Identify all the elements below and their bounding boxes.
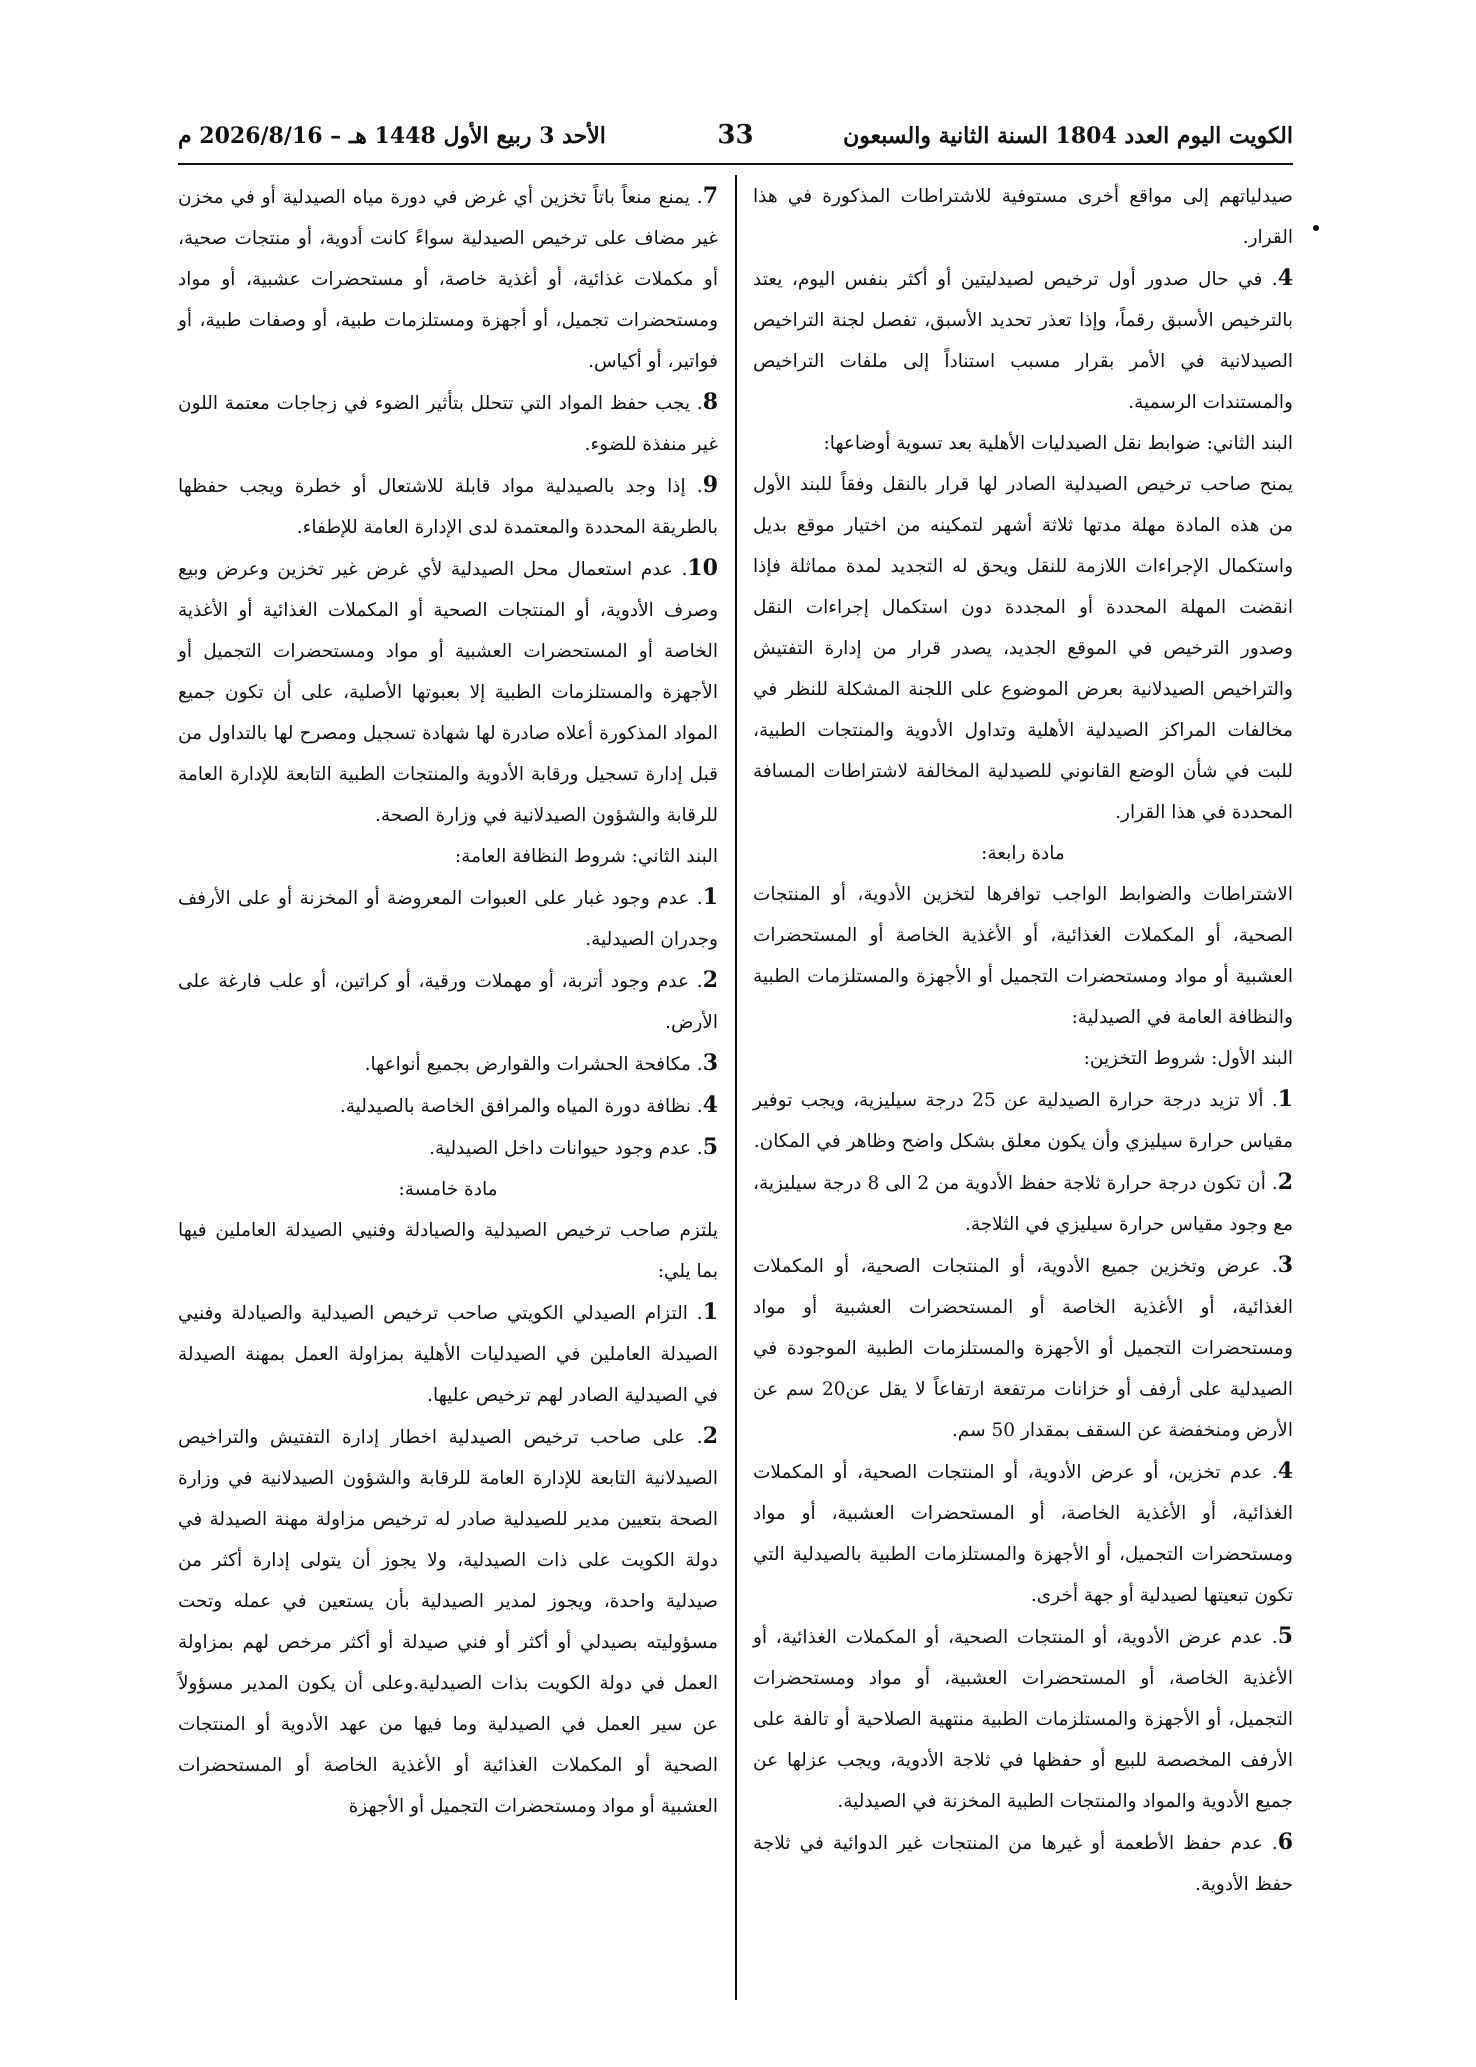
header-issue: الكويت اليوم العدد 1804 السنة الثانية والسبعون xyxy=(843,123,1293,149)
clause-text: . يمنع منعاً باتاً تخزين أي غرض في دورة مياه الصيدلية أو في مخزن غير مضاف على ترخيص الصيدلية سواءً كانت أدوية، أو منتجات صحية، أو مكملات غذائية، أو أغذية خاصة، أو مستحضرات عشبية، أو مواد ومستحضرات تجميل، أو أجهزة ومستلزمات طبية، أو وصفات طبية، أو فواتير، أو أكياس. xyxy=(178,187,718,372)
clause-number: 3 xyxy=(702,1050,718,1076)
clause-text: يمنح صاحب ترخيص الصيدلية الصادر لها قرار بالنقل وفقاً للبند الأول من هذه المادة مهلة مدتها ثلاثة أشهر لتمكينه من اختيار موقع بديل واستكمال الإجراءات اللازمة للنقل ويحق له التجديد لمدة مماثلة فإذا انقضت المهلة المحددة أو المجددة دون استكمال إجراءات النقل وصدور الترخيص في الموقع الجديد، يصدر قرار من إدارة التفتيش والتراخيص الصيدلانية بعرض الموضوع على اللجنة المشكلة للنظر في مخالفات المراكز الصيدلية الأهلية وتداول الأدوية والمنتجات الطبية، للبت في شأن الوضع القانوني للصيدلية المخالفة لاشتراطات المسافة المحددة في هذا القرار. xyxy=(753,474,1293,823)
article-heading xyxy=(753,833,1293,874)
clause-text: . عدم عرض الأدوية، أو المنتجات الصحية، أو المكملات الغذائية، أو الأغذية الخاصة، أو المستحضرات العشبية، أو مواد ومستحضرات التجميل، أو الأجهزة والمستلزمات الطبية منتهية الصلاحية أو تالفة على الأرفف المخصصة للبيع أو حفظها في ثلاجة الأدوية، ويجب عزلها عن جميع الأدوية والمواد والمنتجات الطبية المخزنة في الصيدلية. xyxy=(753,1627,1293,1812)
numbered-clause xyxy=(753,1245,1293,1451)
paragraph xyxy=(178,1210,718,1292)
numbered-clause xyxy=(178,465,718,548)
numbered-clause xyxy=(753,258,1293,423)
numbered-clause xyxy=(178,960,718,1043)
left-column xyxy=(178,176,718,1827)
numbered-clause xyxy=(178,176,718,382)
clause-number: 2 xyxy=(1277,1169,1293,1195)
clause-text: . إذا وجد بالصيدلية مواد قابلة للاشتعال أو خطرة ويجب حفظها بالطريقة المحددة والمعتمدة لدى الإدارة العامة للإطفاء. xyxy=(178,476,718,538)
clause-number: 3 xyxy=(1277,1252,1293,1278)
clause-text: . عرض وتخزين جميع الأدوية، أو المنتجات الصحية، أو المكملات الغذائية، أو الأغذية الخاصة أو المستحضرات العشبية أو مواد ومستحضرات التجميل أو الأجهزة والمستلزمات الطبية الموجودة في الصيدلية على أرفف أو خزانات مرتفعة ارتفاعاً لا يقل عن20 سم عن الأرض ومنخفضة عن السقف بمقدار 50 سم. xyxy=(753,1256,1293,1441)
clause-text: . عدم وجود غبار على العبوات المعروضة أو المخزنة أو على الأرفف وجدران الصيدلية. xyxy=(178,888,718,950)
clause-number: 9 xyxy=(702,472,718,498)
paragraph xyxy=(753,874,1293,1038)
clause-text: . يجب حفظ المواد التي تتحلل بتأثير الضوء في زجاجات معتمة اللون غير منفذة للضوء. xyxy=(178,393,718,455)
numbered-clause xyxy=(178,1292,718,1416)
numbered-clause xyxy=(178,1127,718,1169)
clause-text: مادة رابعة: xyxy=(981,843,1065,864)
clause-text: . على صاحب ترخيص الصيدلية اخطار إدارة التفتيش والتراخيص الصيدلانية التابعة للإدارة العامة للرقابة والشؤون الصيدلانية في وزارة الصحة بتعيين مدير للصيدلية صادر له ترخيص مزاولة مهنة الصيدلة في دولة الكويت على ذات الصيدلية، ولا يجوز أن يتولى إدارة أكثر من صيدلية واحدة، ويجوز لمدير الصيدلية بأن يستعين في عمله وتحت مسؤوليته بصيدلي أو أكثر أو فني صيدلة أو أكثر مرخص لهم بمزاولة العمل في دولة الكويت بذات الصيدلية.وعلى أن يكون المدير مسؤولاً عن سير العمل في الصيدلية وما فيها من عهد الأدوية أو المنتجات الصحية أو المكملات الغذائية أو الأغذية الخاصة أو المستحضرات العشبية أو مواد ومستحضرات التجميل أو الأجهزة xyxy=(178,1427,718,1817)
numbered-clause xyxy=(178,1416,718,1827)
numbered-clause xyxy=(753,1616,1293,1822)
clause-text: . مكافحة الحشرات والقوارض بجميع أنواعها. xyxy=(364,1054,703,1075)
paragraph xyxy=(753,1038,1293,1079)
article-heading xyxy=(178,1169,718,1210)
clause-text: . في حال صدور أول ترخيص لصيدليتين أو أكثر بنفس اليوم، يعتد بالترخيص الأسبق رقماً، وإذا تعذر تحديد الأسبق، تفصل لجنة التراخيص الصيدلانية في الأمر بقرار مسبب استناداً إلى ملفات التراخيص والمستندات الرسمية. xyxy=(753,269,1293,413)
clause-text: صيدلياتهم إلى مواقع أخرى مستوفية للاشتراطات المذكورة في هذا القرار. xyxy=(753,186,1293,248)
header-divider xyxy=(178,163,1293,165)
clause-number: 2 xyxy=(702,967,718,993)
numbered-clause xyxy=(753,1451,1293,1616)
clause-text: الاشتراطات والضوابط الواجب توافرها لتخزين الأدوية، أو المنتجات الصحية، أو المكملات الغذائية، أو الأغذية الخاصة أو المستحضرات العشبية أو مواد ومستحضرات التجميل أو الأجهزة والمستلزمات الطبية والنظافة العامة في الصيدلية: xyxy=(753,884,1293,1028)
clause-number: 4 xyxy=(1277,265,1293,291)
clause-number: 2 xyxy=(702,1423,718,1449)
paragraph xyxy=(753,464,1293,833)
clause-number: 1 xyxy=(702,1299,718,1325)
numbered-clause xyxy=(178,548,718,836)
clause-text: . عدم تخزين، أو عرض الأدوية، أو المنتجات الصحية، أو المكملات الغذائية، أو الأغذية الخاصة، أو المستحضرات العشبية، أو مواد ومستحضرات التجميل، أو الأجهزة والمستلزمات الطبية بالصيدلية التي تكون تبعيتها لصيدلية أو جهة أخرى. xyxy=(753,1462,1293,1606)
clause-text: مادة خامسة: xyxy=(398,1179,498,1200)
clause-number: 5 xyxy=(1277,1623,1293,1649)
clause-number: 1 xyxy=(1277,1086,1293,1112)
page-header xyxy=(178,118,1293,158)
numbered-clause xyxy=(178,1085,718,1127)
clause-number: 6 xyxy=(1277,1829,1293,1855)
numbered-clause xyxy=(753,1822,1293,1905)
clause-text: . عدم استعمال محل الصيدلية لأي غرض غير تخزين وعرض وبيع وصرف الأدوية، أو المنتجات الصحية أو المكملات الغذائية أو الأغذية الخاصة أو المستحضرات العشبية أو مواد ومستحضرات التجميل أو الأجهزة والمستلزمات الطبية إلا بعبوتها الأصلية، على أن تكون جميع المواد المذكورة أعلاه صادرة لها شهادة تسجيل ومصرح لها بالتداول من قبل إدارة تسجيل ورقابة الأدوية والمنتجات الطبية التابعة للإدارة العامة للرقابة والشؤون الصيدلانية في وزارة الصحة. xyxy=(178,559,718,826)
clause-text: . أن تكون درجة حرارة ثلاجة حفظ الأدوية من 2 الى 8 درجة سيليزية، مع وجود مقياس حرارة سيليزي في الثلاجة. xyxy=(753,1173,1293,1235)
clause-text: . عدم وجود حيوانات داخل الصيدلية. xyxy=(429,1138,703,1159)
right-column xyxy=(753,176,1293,1905)
clause-number: 4 xyxy=(1277,1458,1293,1484)
clause-text: . التزام الصيدلي الكويتي صاحب ترخيص الصيدلية والصيادلة وفنيي الصيدلة العاملين في الصيدليات الأهلية بمزاولة العمل بمهنة الصيدلة في الصيدلية الصادر لهم ترخيص عليها. xyxy=(178,1303,718,1406)
paragraph xyxy=(178,836,718,877)
numbered-clause xyxy=(178,877,718,960)
header-date: الأحد 3 ربيع الأول 1448 هـ – 2026/8/16 م xyxy=(178,123,606,149)
numbered-clause xyxy=(178,382,718,465)
clause-text: . عدم وجود أتربة، أو مهملات ورقية، أو كراتين، أو علب فارغة على الأرض. xyxy=(178,971,718,1033)
numbered-clause xyxy=(753,1162,1293,1245)
column-divider xyxy=(735,175,737,2000)
clause-number: 7 xyxy=(702,183,718,209)
clause-number: 8 xyxy=(702,389,718,415)
clause-number: 1 xyxy=(702,884,718,910)
numbered-clause xyxy=(178,1043,718,1085)
clause-text: . عدم حفظ الأطعمة أو غيرها من المنتجات غير الدوائية في ثلاجة حفظ الأدوية. xyxy=(753,1833,1293,1895)
clause-number: 10 xyxy=(687,555,718,581)
clause-text: البند الثاني: شروط النظافة العامة: xyxy=(454,846,718,867)
clause-text: يلتزم صاحب ترخيص الصيدلية والصيادلة وفنيي الصيدلة العاملين فيها بما يلي: xyxy=(178,1220,718,1282)
clause-text: . نظافة دورة المياه والمرافق الخاصة بالصيدلية. xyxy=(339,1096,703,1117)
clause-number: 4 xyxy=(702,1092,718,1118)
clause-text: . ألا تزيد درجة حرارة الصيدلية عن 25 درجة سيليزية، ويجب توفير مقياس حرارة سيليزي وأن يكون معلق بشكل واضح وظاهر في المكان. xyxy=(753,1090,1293,1152)
paragraph xyxy=(753,176,1293,258)
clause-text: البند الأول: شروط التخزين: xyxy=(1083,1048,1293,1069)
paragraph xyxy=(753,423,1293,464)
bullet-mark xyxy=(1313,225,1319,231)
page-number: 33 xyxy=(717,120,754,150)
numbered-clause xyxy=(753,1079,1293,1162)
clause-number: 5 xyxy=(702,1134,718,1160)
clause-text: البند الثاني: ضوابط نقل الصيدليات الأهلية بعد تسوية أوضاعها: xyxy=(823,433,1293,454)
